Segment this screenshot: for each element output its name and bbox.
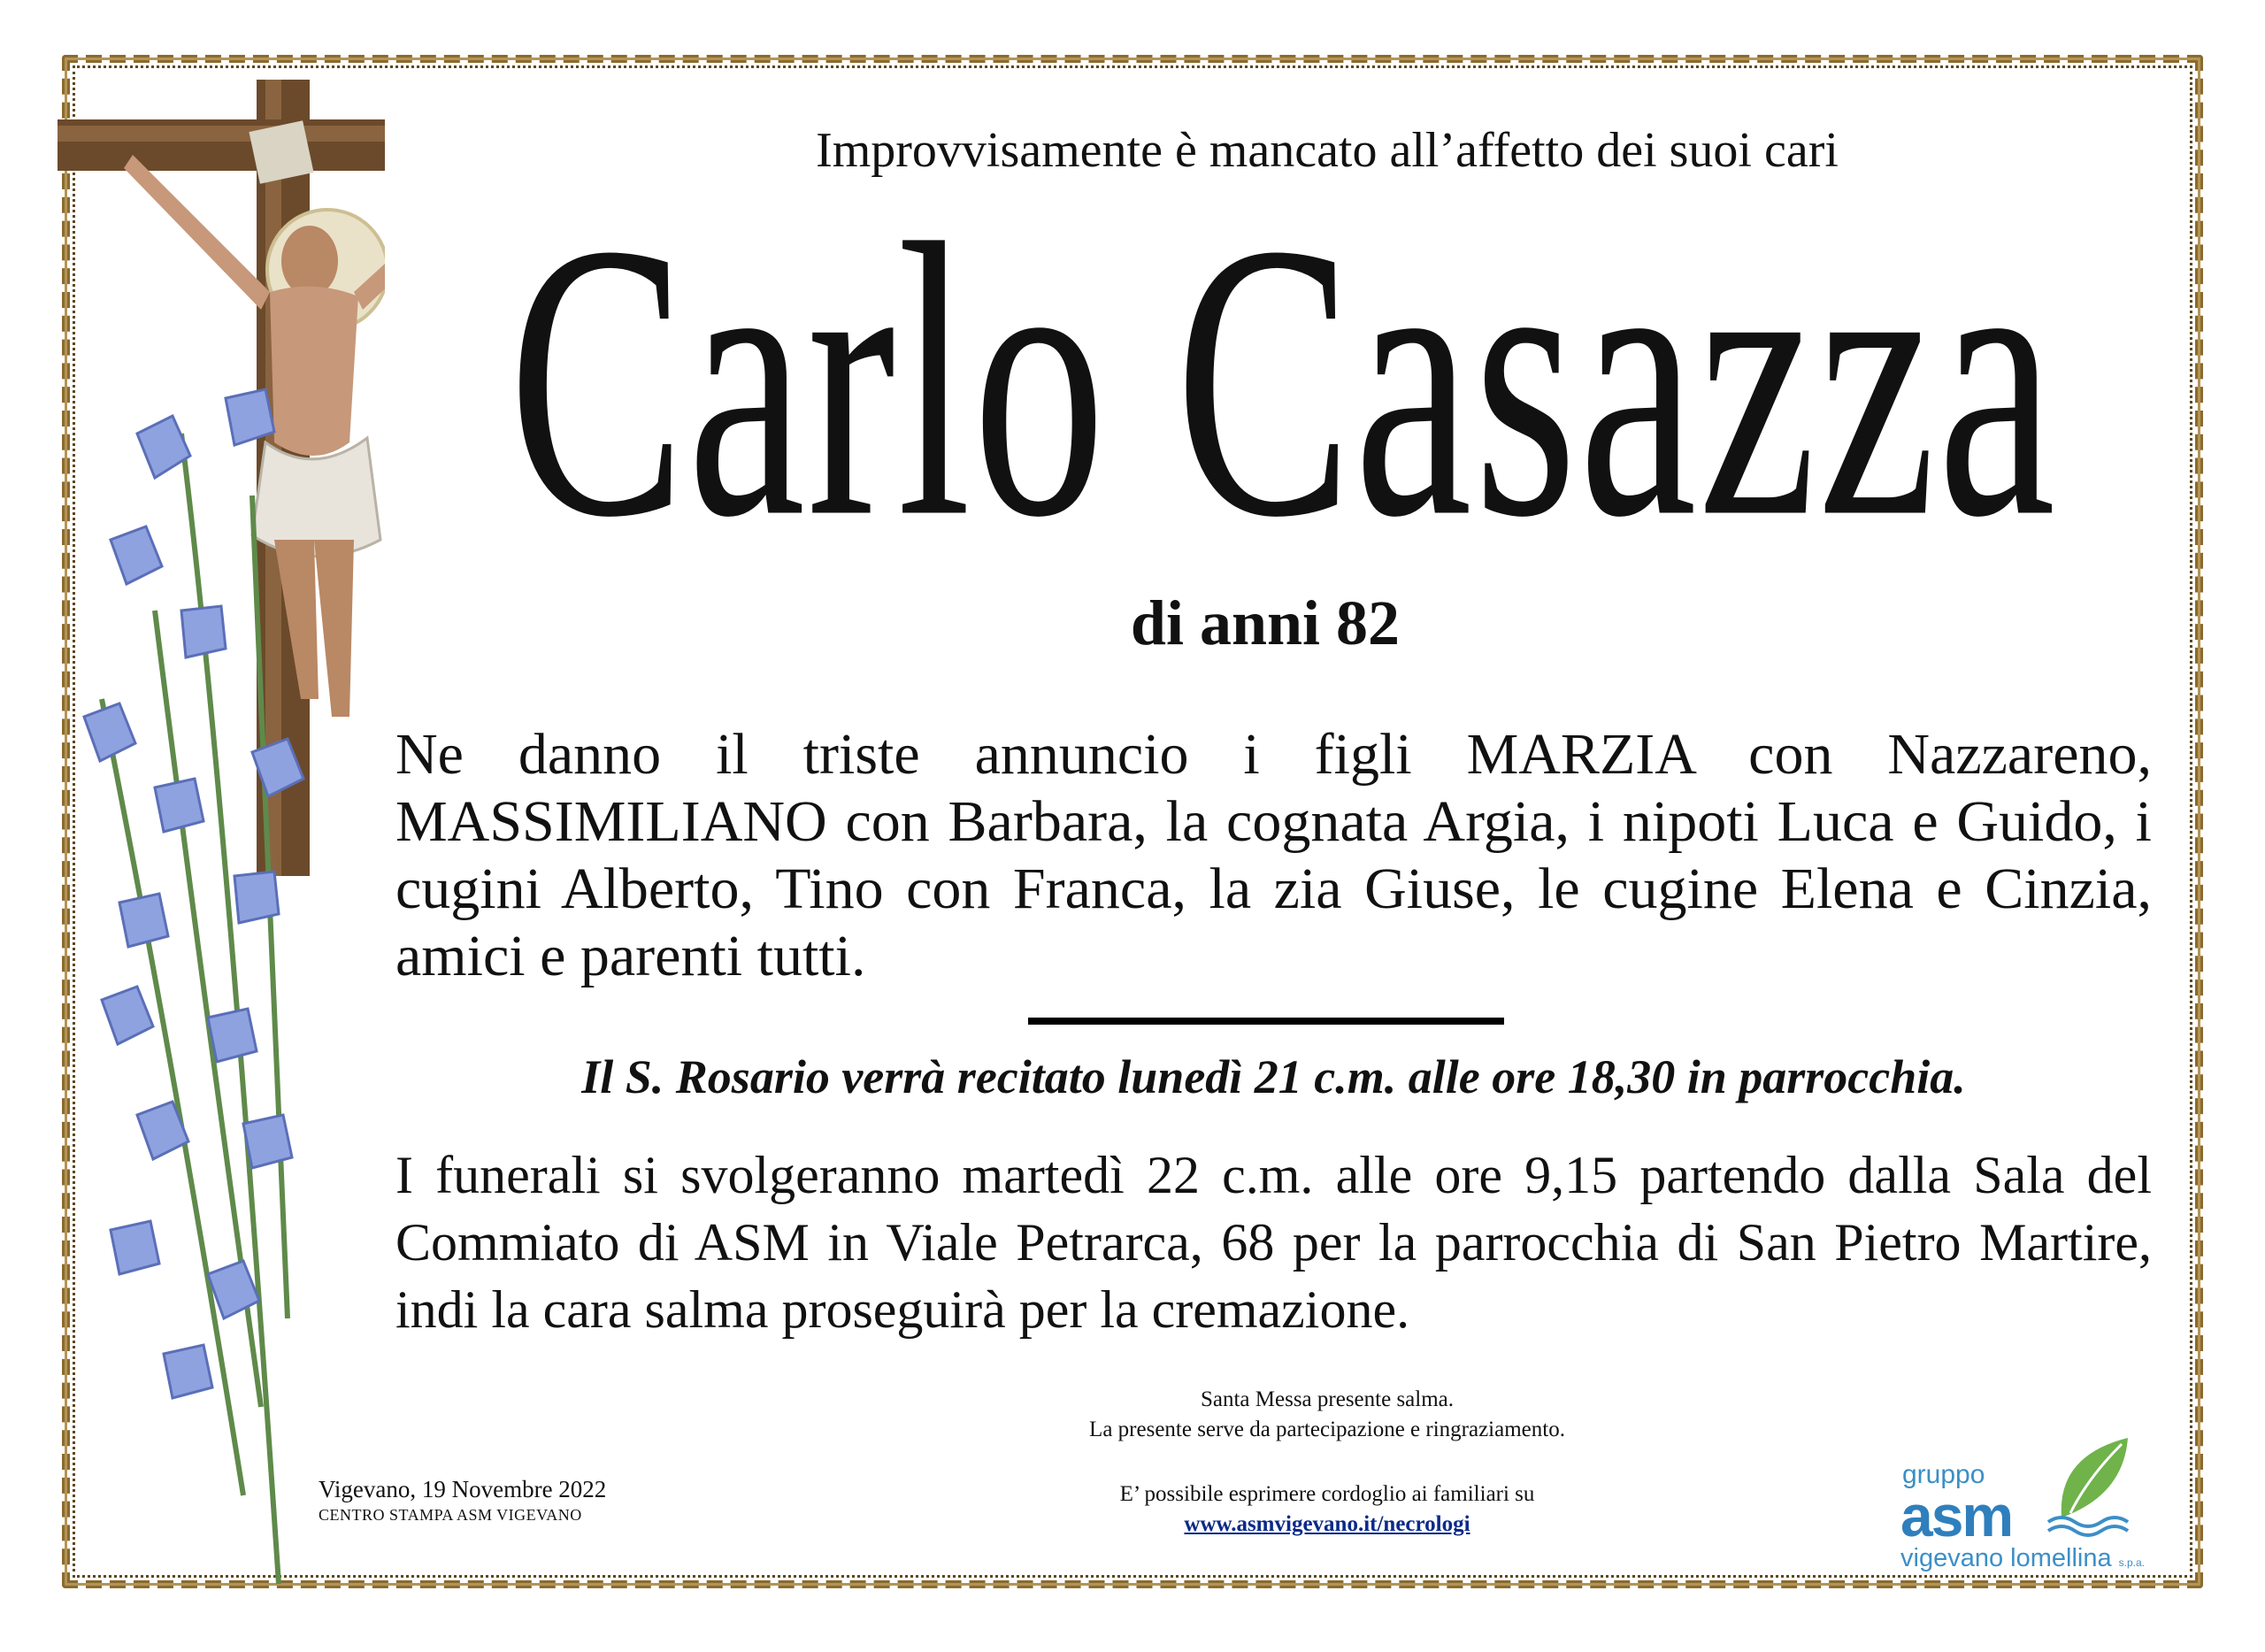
announcement-paragraph: Ne danno il triste annuncio i figli MARZIA con Nazzareno, MASSIMILIANO con Barbara, la cognata Argia, i nipoti Luca e Guido, i cugini Alberto, Tino con Franca, la zia Giuse, le cugine Elena e Cinzia, amici e parenti tutti. [395, 722, 2152, 988]
intro-line: Improvvisamente è mancato all’affetto dei suoi cari [816, 123, 1839, 178]
condolence-text: E’ possibile esprimere cordoglio ai familiari su [1119, 1482, 1535, 1506]
crucifix-with-flowers-illustration [49, 80, 385, 1602]
logo-subtitle: vigevano lomellina s.p.a. [1900, 1544, 2146, 1572]
asm-logo [1893, 1433, 2159, 1575]
note-thanks: La presente serve da partecipazione e ringraziamento. [1089, 1418, 1565, 1441]
rosary-line: Il S. Rosario verrà recitato lunedì 21 c.m. alle ore 18,30 in parrocchia. [581, 1050, 1966, 1103]
age-line: di anni 82 [1130, 588, 1401, 658]
logo-gruppo: gruppo [1902, 1460, 1985, 1489]
condolence-link[interactable]: www.asmvigevano.it/necrologi [1184, 1512, 1470, 1536]
asm-leaf-icon [2044, 1433, 2150, 1540]
place-date: Vigevano, 19 Novembre 2022 [319, 1476, 607, 1502]
note-mass: Santa Messa presente salma. [1200, 1387, 1455, 1411]
logo-asm: asm [1900, 1483, 2013, 1548]
condolence-block [885, 1479, 1770, 1540]
notes-block [885, 1385, 1770, 1445]
deceased-name: Carlo Casazza [508, 163, 2058, 598]
divider-rule [1028, 1018, 1504, 1025]
funeral-paragraph: I funerali si svolgeranno martedì 22 c.m. alle ore 9,15 partendo dalla Sala del Commiato di ASM in Viale Petrarca, 68 per la parrocchia di San Pietro Martire, indi la cara salma proseguirà per la cremazione. [395, 1146, 2152, 1339]
printer-credit: CENTRO STAMPA ASM VIGEVANO [319, 1506, 582, 1524]
